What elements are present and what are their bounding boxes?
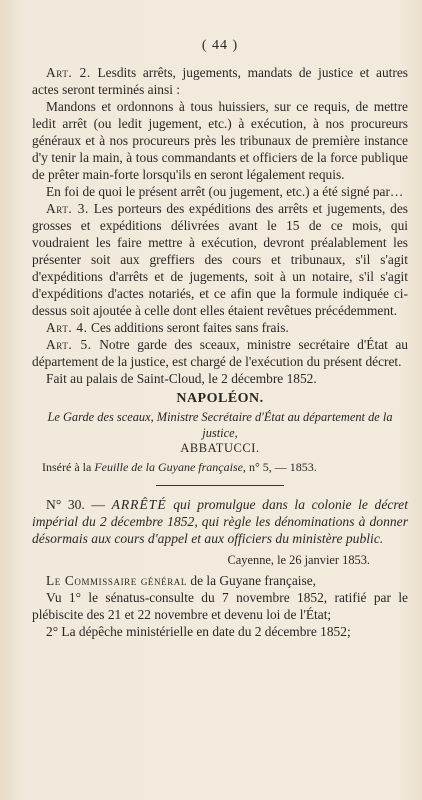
insertion-note — [32, 460, 408, 475]
article-2-label: Art. 2. — [46, 65, 91, 80]
commissaire-line — [32, 572, 408, 589]
arrete-description: qui promulgue dans la colonie le décret impérial du 2 décembre 1852, qui règle les dénominations à donner désormais aux cours d'appel et aux officiers du ministère public. — [32, 497, 408, 546]
article-5-text: Notre garde des sceaux, ministre secrétaire d'État au département de la justice, est chargé de l'exécution du présent décret. — [32, 337, 408, 369]
article-2-text: Lesdits arrêts, jugements, mandats de justice et autres actes seront terminés ainsi : — [32, 65, 408, 97]
arrete-title: ARRÊTÉ — [111, 497, 167, 512]
article-2 — [32, 64, 408, 98]
article-5 — [32, 336, 408, 370]
en-foi-paragraph: En foi de quoi le présent arrêt (ou jugement, etc.) a été signé par… — [46, 184, 404, 199]
arrete-number: N° 30. — — [46, 497, 105, 512]
insertion-suffix: n° 5, — 1853. — [248, 460, 317, 474]
signature-title: Le Garde des sceaux, Ministre Secrétaire d'État au département de la justice, — [47, 410, 393, 440]
commissaire-text: de la Guyane française, — [190, 573, 317, 588]
signature-name: NAPOLÉON. — [176, 391, 264, 406]
article-3 — [32, 200, 408, 319]
article-5-label: Art. 5. — [46, 337, 92, 352]
section-divider — [156, 485, 284, 486]
article-3-label: Art. 3. — [46, 201, 89, 216]
place-date: Cayenne, le 26 janvier 1853. — [227, 553, 370, 567]
minister-name: ABBATUCCI. — [180, 441, 260, 455]
mandons-paragraph: Mandons et ordonnons à tous huissiers, sur ce requis, de mettre ledit arrêt (ou ledit jugement, etc.) à exécution, à nos procureurs généraux et à nos procureurs près les tribunaux de première instance d'y tenir la main, à tous commandants et officiers de la force publique de prêter main-forte lorsqu'ils en seront légalement requis. — [32, 99, 408, 182]
article-4 — [32, 319, 408, 336]
vu-1-paragraph: Vu 1° le sénatus-consulte du 7 novembre 1852, ratifié par le plébiscite des 21 et 22 novembre et devenu loi de l'État; — [32, 590, 408, 622]
page-number: ( 44 ) — [201, 38, 239, 53]
article-4-text: Ces additions seront faites sans frais. — [90, 320, 289, 335]
article-4-label: Art. 4. — [46, 320, 88, 335]
fait-au-paragraph: Fait au palais de Saint-Cloud, le 2 décembre 1852. — [46, 371, 317, 386]
insertion-journal: Feuille de la Guyane française, — [94, 460, 246, 474]
article-3-text: Les porteurs des expéditions des arrêts et jugements, des grosses et expéditions délivrées avant le 15 de ce mois, qui voudraient les faire mettre à exécution, devront préalablement les présenter soit aux greffiers des cours et tribunaux, s'il s'agit d'expéditions d'arrêts et de jugements, soit à un notaire, s'il s'agit d'expéditions d'actes notariés, et ce afin que la formule indiquée ci-dessus soit ajoutée à celle dont elles étaient revêtues précédemment. — [32, 201, 408, 318]
commissaire-label: Le Commissaire général — [46, 573, 188, 588]
arrete-heading — [32, 496, 408, 547]
insertion-prefix: Inséré à la — [42, 460, 92, 474]
vu-2-paragraph: 2° La dépêche ministérielle en date du 2 décembre 1852; — [46, 624, 351, 639]
